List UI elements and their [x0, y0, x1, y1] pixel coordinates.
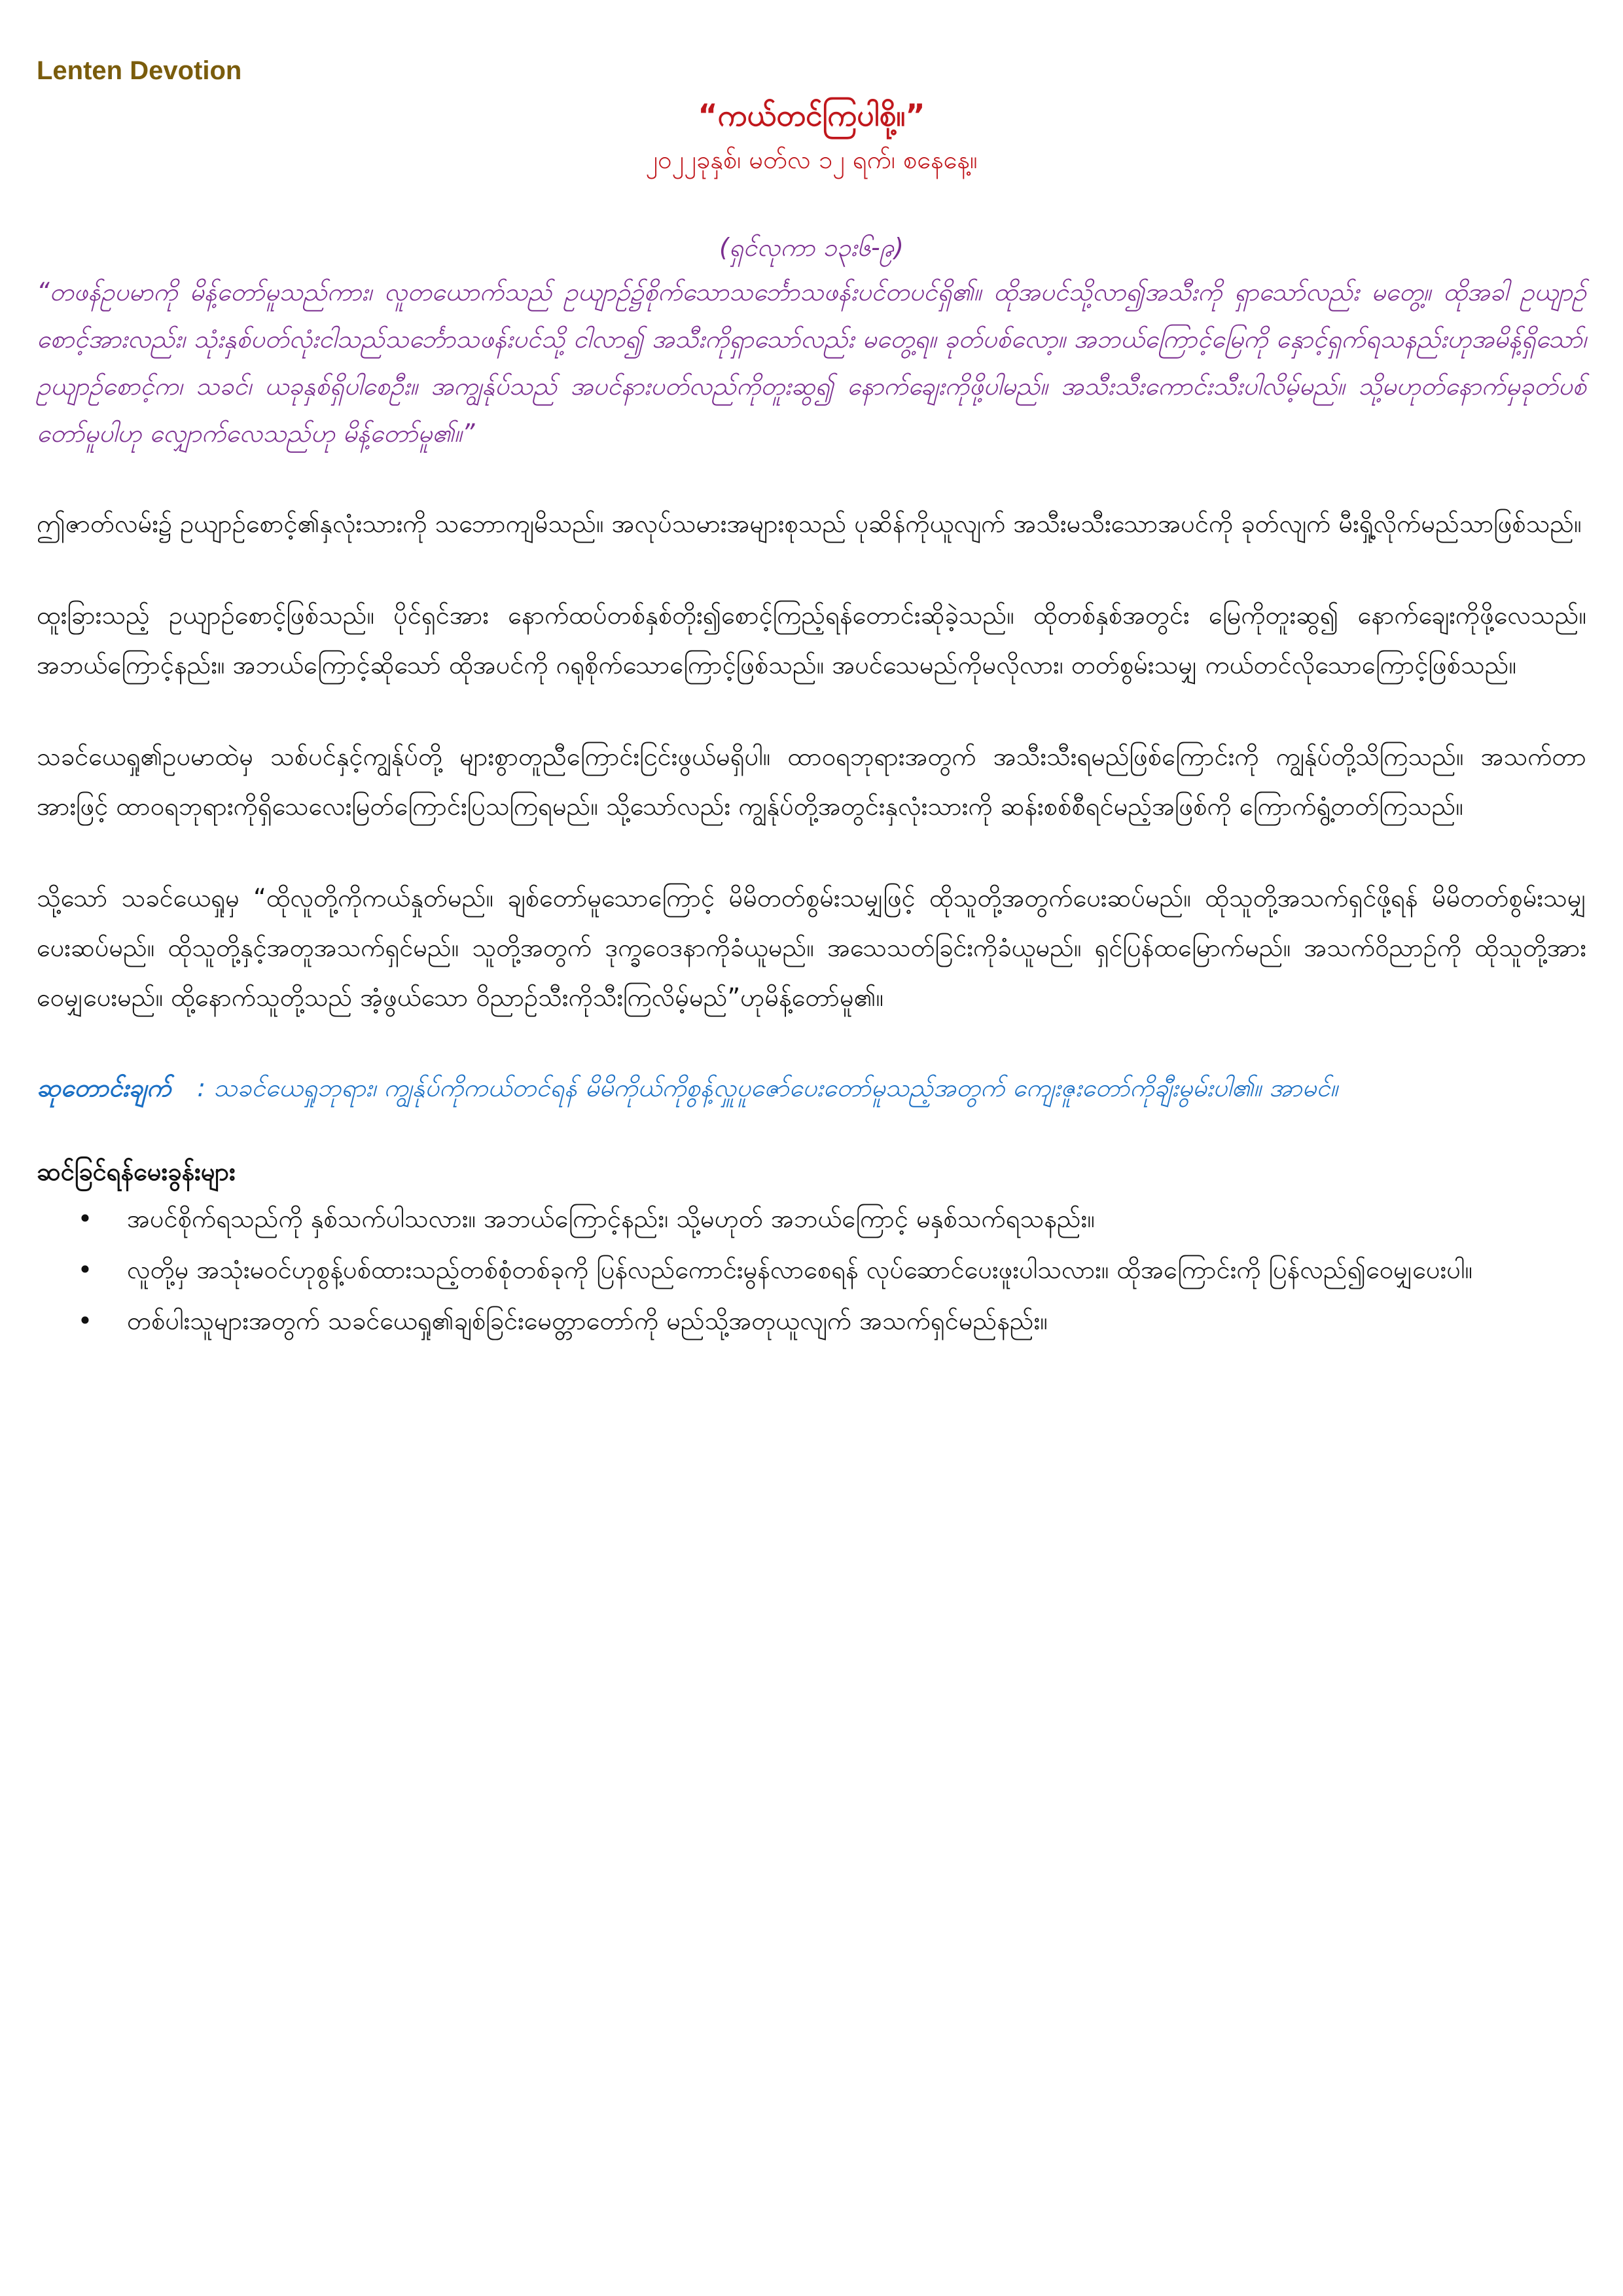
list-item: [77, 1297, 1586, 1344]
body-paragraph-4: သို့သော် သခင်ယေရှုမှ “ထိုလူတို့ကိုကယ်နှုတ်မည်။ ချစ်တော်မူသောကြောင့် မိမိတတ်စွမ်းသမျှဖြင့် ထိုသူတို့အတွက်ပေးဆပ်မည်။ ထိုသူတို့အသက်ရှင်ဖို့ရန် မိမိတတ်စွမ်းသမျှပေးဆပ်မည်။ ထိုသူတို့နှင့်အတူအသက်ရှင်မည်။ သူတို့အတွက် ဒုက္ခဝေဒနာကိုခံယူမည်။ အသေသတ်ခြင်းကိုခံယူမည်။ ရှင်ပြန်ထမြောက်မည်။ အသက်ဝိညာဉ်ကို ထိုသူတို့အားဝေမျှပေးမည်။ ထို့နောက်သူတို့သည် အံ့ဖွယ်သော ဝိညာဉ်သီးကိုသီးကြလိမ့်မည်”ဟုမိန့်တော်မူ၏။: [37, 884, 1586, 1012]
devotion-title: “ကယ်တင်ကြပါစို့။”: [698, 98, 925, 133]
question-text: အပင်စိုက်ရသည်ကို နှစ်သက်ပါသလား။ အဘယ်ကြောင့်နည်း၊ သို့မဟုတ် အဘယ်ကြောင့် မနှစ်သက်ရသနည်း။: [127, 1204, 1095, 1233]
scripture-reference: (ရှင်လုကာ ၁၃း၆-၉): [719, 233, 904, 262]
question-text: လူတို့မှ အသုံးမဝင်ဟုစွန့်ပစ်ထားသည့်တစ်စုံတစ်ခုကို ပြန်လည်ကောင်းမွန်လာစေရန် လုပ်ဆောင်ပေးဖူးပါသလား။ ထိုအကြောင်းကို ပြန်လည်၍ဝေမျှပေးပါ။: [127, 1255, 1472, 1284]
body-paragraph-2: ထူးခြားသည့် ဥယျာဉ်စောင့်ဖြစ်သည်။ ပိုင်ရှင်အား နောက်ထပ်တစ်နှစ်တိုး၍စောင့်ကြည့်ရန်တောင်းဆိုခဲ့သည်။ ထိုတစ်နှစ်အတွင်း မြေကိုတူးဆွ၍ နောက်ချေးကိုဖို့လေသည်။ အဘယ်ကြောင့်နည်း။ အဘယ်ကြောင့်ဆိုသော် ထိုအပင်ကို ဂရုစိုက်သောကြောင့်ဖြစ်သည်။ အပင်သေမည်ကိုမလိုလား၊ တတ်စွမ်းသမျှ ကယ်တင်လိုသောကြောင့်ဖြစ်သည်။: [37, 601, 1586, 679]
question-text: တစ်ပါးသူများအတွက် သခင်ယေရှု၏ချစ်ခြင်းမေတ္တာတော်ကို မည်သို့အတုယူလျက် အသက်ရှင်မည်နည်း။: [127, 1306, 1048, 1335]
header-label: Lenten Devotion: [37, 56, 242, 85]
bullet-icon: •: [77, 1204, 93, 1233]
questions-heading: ဆင်ခြင်ရန်မေးခွန်းများ: [37, 1157, 236, 1186]
devotion-date: ၂၀၂၂ခုနှစ်၊ မတ်လ ၁၂ ရက်၊ စနေနေ့။: [645, 145, 978, 174]
bullet-icon: •: [77, 1255, 93, 1284]
prayer-label: ဆုတောင်းချက်: [37, 1073, 171, 1102]
questions-list: [37, 1195, 1586, 1344]
bullet-icon: •: [77, 1306, 93, 1335]
scripture-text: “တဖန်ဥပမာကို မိန့်တော်မူသည်ကား၊ လူတယောက်သည် ဥယျာဉ်၌စိုက်သောသင်္ဘောသဖန်းပင်တပင်ရှိ၏။ ထိုအပင်သို့လာ၍အသီးကို ရှာသော်လည်း မတွေ့။ ထိုအခါ ဥယျာဉ်စောင့်အားလည်း၊ သုံးနှစ်ပတ်လုံးငါသည်သင်္ဘောသဖန်းပင်သို့ ငါလာ၍ အသီးကိုရှာသော်လည်း မတွေ့ရ။ ခုတ်ပစ်လော့။ အဘယ်ကြောင့်မြေကို နှောင့်ရှက်ရသနည်းဟုအမိန့်ရှိသော်၊ ဥယျာဉ်စောင့်က၊ သခင်၊ ယခုနှစ်ရှိပါစေဦး။ အကျွန်ုပ်သည် အပင်နားပတ်လည်ကိုတူးဆွ၍ နောက်ချေးကိုဖို့ပါမည်။ အသီးသီးကောင်းသီးပါလိမ့်မည်။ သို့မဟုတ်နောက်မှခုတ်ပစ်တော်မူပါဟု လျှောက်လေသည်ဟု မိန့်တော်မူ၏။”: [37, 278, 1586, 448]
prayer-text: : သခင်ယေရှုဘုရား၊ ကျွန်ုပ်ကိုကယ်တင်ရန် မိမိကိုယ်ကိုစွန့်လှူပူဇော်ပေးတော်မူသည့်အတွက် ကျေးဇူးတော်ကိုချီးမွမ်းပါ၏။ အာမင်။: [197, 1073, 1338, 1102]
prayer: [37, 1064, 1586, 1111]
body-paragraph-1: ဤဇာတ်လမ်း၌ ဥယျာဉ်စောင့်၏နှလုံးသားကို သဘောကျမိသည်။ အလုပ်သမားအများစုသည် ပုဆိန်ကိုယူလျက် အသီးမသီးသောအပင်ကို ခုတ်လျက် မီးရှို့လိုက်မည်သာဖြစ်သည်။: [37, 509, 1582, 538]
list-item: [77, 1246, 1586, 1293]
body-paragraph-3: သခင်ယေရှု၏ဥပမာထဲမှ သစ်ပင်နှင့်ကျွန်ုပ်တို့ များစွာတူညီကြောင်းငြင်းဖွယ်မရှိပါ။ ထာဝရဘုရားအတွက် အသီးသီးရမည်ဖြစ်ကြောင်းကို ကျွန်ုပ်တို့သိကြသည်။ အသက်တာအားဖြင့် ထာဝရဘုရားကိုရှိသေလေးမြတ်ကြောင်းပြသကြရမည်။ သို့သော်လည်း ကျွန်ုပ်တို့အတွင်းနှလုံးသားကို ဆန်းစစ်စီရင်မည့်အဖြစ်ကို ကြောက်ရွံ့တတ်ကြသည်။: [37, 742, 1586, 821]
list-item: [77, 1195, 1586, 1242]
